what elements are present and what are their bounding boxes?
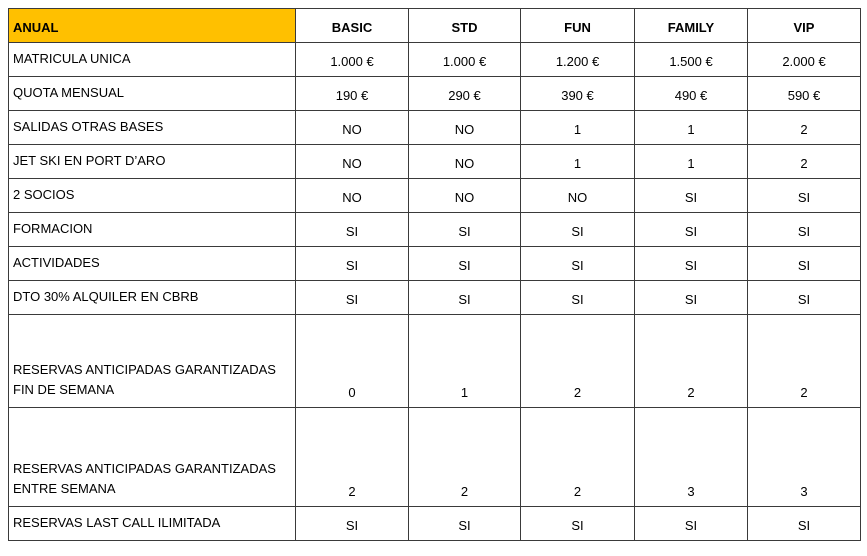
table-title-cell: ANUAL bbox=[9, 9, 296, 43]
column-header-std: STD bbox=[409, 9, 521, 43]
table-row-quota-mensual bbox=[9, 77, 861, 111]
cell-value: 290 € bbox=[409, 77, 521, 111]
row-label: DTO 30% ALQUILER EN CBRB bbox=[9, 281, 296, 315]
cell-value: 3 bbox=[748, 408, 861, 507]
cell-value: 2 bbox=[521, 315, 635, 408]
row-label: JET SKI EN PORT D’ARO bbox=[9, 145, 296, 179]
row-label: RESERVAS ANTICIPADAS GARANTIZADAS ENTRE SEMANA bbox=[9, 408, 296, 507]
table-row-salidas-otras-bases bbox=[9, 111, 861, 145]
table-row-dto-alquiler bbox=[9, 281, 861, 315]
table-row-matricula-unica bbox=[9, 43, 861, 77]
table-row-actividades bbox=[9, 247, 861, 281]
row-label: MATRICULA UNICA bbox=[9, 43, 296, 77]
cell-value: NO bbox=[296, 179, 409, 213]
cell-value: SI bbox=[748, 281, 861, 315]
cell-value: 1.200 € bbox=[521, 43, 635, 77]
cell-value: 2 bbox=[748, 145, 861, 179]
cell-value: SI bbox=[748, 247, 861, 281]
column-header-vip: VIP bbox=[748, 9, 861, 43]
table-row-reservas-fin-de-semana bbox=[9, 315, 861, 408]
cell-value: 490 € bbox=[635, 77, 748, 111]
row-label: RESERVAS ANTICIPADAS GARANTIZADAS FIN DE SEMANA bbox=[9, 315, 296, 408]
cell-value: 2 bbox=[296, 408, 409, 507]
cell-value: SI bbox=[296, 213, 409, 247]
cell-value: 1.000 € bbox=[409, 43, 521, 77]
cell-value: 190 € bbox=[296, 77, 409, 111]
cell-value: NO bbox=[521, 179, 635, 213]
cell-value: SI bbox=[635, 247, 748, 281]
cell-value: 0 bbox=[296, 315, 409, 408]
row-label: 2 SOCIOS bbox=[9, 179, 296, 213]
cell-value: SI bbox=[635, 179, 748, 213]
cell-value: SI bbox=[521, 213, 635, 247]
cell-value: 590 € bbox=[748, 77, 861, 111]
cell-value: SI bbox=[296, 507, 409, 541]
cell-value: SI bbox=[409, 213, 521, 247]
cell-value: 2.000 € bbox=[748, 43, 861, 77]
table-row-reservas-last-call bbox=[9, 507, 861, 541]
cell-value: SI bbox=[635, 213, 748, 247]
cell-value: SI bbox=[635, 281, 748, 315]
cell-value: 2 bbox=[748, 111, 861, 145]
cell-value: SI bbox=[409, 507, 521, 541]
cell-value: SI bbox=[296, 281, 409, 315]
row-label: ACTIVIDADES bbox=[9, 247, 296, 281]
header-row bbox=[9, 9, 861, 43]
cell-value: SI bbox=[521, 247, 635, 281]
column-header-fun: FUN bbox=[521, 9, 635, 43]
cell-value: NO bbox=[409, 145, 521, 179]
row-label: FORMACION bbox=[9, 213, 296, 247]
cell-value: NO bbox=[409, 179, 521, 213]
cell-value: SI bbox=[521, 507, 635, 541]
cell-value: 390 € bbox=[521, 77, 635, 111]
cell-value: 1 bbox=[635, 145, 748, 179]
cell-value: 1 bbox=[635, 111, 748, 145]
cell-value: SI bbox=[748, 213, 861, 247]
row-label: QUOTA MENSUAL bbox=[9, 77, 296, 111]
cell-value: 1 bbox=[521, 145, 635, 179]
column-header-basic: BASIC bbox=[296, 9, 409, 43]
table-row-jet-ski bbox=[9, 145, 861, 179]
cell-value: 2 bbox=[635, 315, 748, 408]
cell-value: SI bbox=[296, 247, 409, 281]
cell-value: NO bbox=[296, 111, 409, 145]
cell-value: 1 bbox=[409, 315, 521, 408]
cell-value: 2 bbox=[748, 315, 861, 408]
cell-value: 1.500 € bbox=[635, 43, 748, 77]
row-label: RESERVAS LAST CALL ILIMITADA bbox=[9, 507, 296, 541]
table-row-reservas-entre-semana bbox=[9, 408, 861, 507]
cell-value: 1 bbox=[521, 111, 635, 145]
cell-value: SI bbox=[748, 507, 861, 541]
cell-value: NO bbox=[296, 145, 409, 179]
cell-value: SI bbox=[521, 281, 635, 315]
pricing-table bbox=[8, 8, 861, 541]
cell-value: SI bbox=[748, 179, 861, 213]
cell-value: NO bbox=[409, 111, 521, 145]
cell-value: SI bbox=[409, 281, 521, 315]
cell-value: SI bbox=[635, 507, 748, 541]
table-row-2-socios bbox=[9, 179, 861, 213]
cell-value: 1.000 € bbox=[296, 43, 409, 77]
cell-value: SI bbox=[409, 247, 521, 281]
cell-value: 2 bbox=[409, 408, 521, 507]
cell-value: 3 bbox=[635, 408, 748, 507]
cell-value: 2 bbox=[521, 408, 635, 507]
column-header-family: FAMILY bbox=[635, 9, 748, 43]
table-row-formacion bbox=[9, 213, 861, 247]
row-label: SALIDAS OTRAS BASES bbox=[9, 111, 296, 145]
